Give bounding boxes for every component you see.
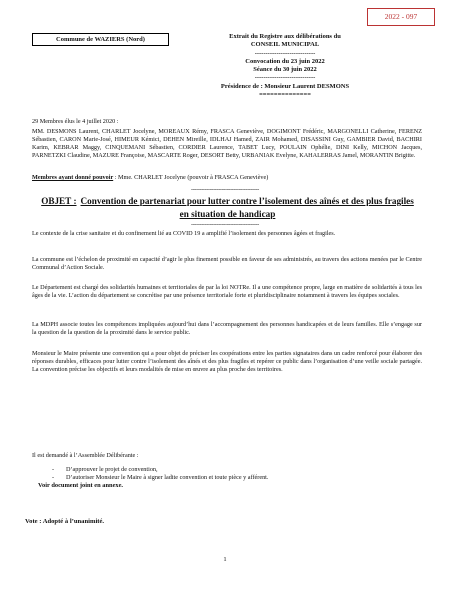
header-separator-1: ---------------------------- bbox=[254, 49, 316, 57]
header-separator-3: ============== bbox=[259, 91, 311, 99]
proxy-label: Membres ayant donné pouvoir bbox=[32, 174, 114, 181]
decision-items bbox=[52, 466, 268, 482]
annex-note: Voir document joint en annexe. bbox=[38, 482, 124, 489]
paragraph-convention: Monsieur le Maire présente une convention qui a pour objet de préciser les coopérations entre les parties signataires dans un cadre renforcé pour élaborer des réponses durables, efficaces pour lutter contre l’isolement des aînés et des plus fragiles et repérer ce public dans l’organisation d’une veille sociale partagée. La convention précise les objectifs et leurs modalités de mise en œuvre au plus proche des territoires. bbox=[32, 350, 422, 373]
paragraph-commune: La commune est l’échelon de proximité en capacité d’agir le plus finement possible en faveur de ses administrés, au travers des actions menées par le Centre Communal d’Action Sociale. bbox=[32, 256, 422, 271]
proxy-members bbox=[32, 174, 268, 181]
commune-box: Commune de WAZIERS (Nord) bbox=[32, 33, 169, 46]
presidency: Présidence de : Monsieur Laurent DESMONS bbox=[220, 82, 350, 90]
header-separator-2: ---------------------------- bbox=[254, 74, 316, 82]
objet-separator-top: ---------------------------------------- bbox=[191, 187, 259, 193]
objet-heading bbox=[40, 195, 415, 220]
register-title-line1: Extrait du Registre aux délibérations du bbox=[229, 33, 341, 40]
register-title-line2: CONSEIL MUNICIPAL bbox=[250, 41, 320, 49]
register-header bbox=[210, 33, 360, 99]
session-date: Séance du 30 juin 2022 bbox=[253, 66, 317, 74]
list-item: - D’autoriser Monsieur le Maire à signer ladite convention et toute pièce y afférent. bbox=[52, 474, 269, 481]
objet-label: OBJET : bbox=[41, 196, 77, 206]
page-number: 1 bbox=[223, 556, 227, 563]
paragraph-request: Il est demandé à l’Assemblée Délibérante : bbox=[32, 452, 139, 459]
vote-result: Vote : Adopté à l’unanimité. bbox=[25, 518, 105, 525]
members-list: MM. DESMONS Laurent, CHARLET Jocelyne, MOREAUX Rémy, FRASCA Geneviève, DOGIMONT Frédéric, MARGONELLI Catherine, FERENZ Sébastien, CARON Marie-José, HIMEUR Kémici, DEHEN Mireille, IDLHAJ Hamed, ZAIR Mohamed, DISASSINI Guy, GAMBIER David, BACHIRI Karim, KEBRAR Maggy, CINQUEMANI Sébastien, CORDIER Laurence, TABET Lucy, POULAIN Ophélie, DINI Kelly, MICHON Jacques, PARNETZKI Claudine, MAZURE Françoise, MASCARTE Roger, DESORT Betty, URBANIAK Evelyne, KAHALERRAS Jamel, MORANTIN Brigitte. bbox=[32, 128, 422, 159]
objet-title: Convention de partenariat pour lutter contre l’isolement des aînés et des plus fragiles en situation de handicap bbox=[80, 196, 414, 219]
reference-number-box: 2022 - 097 bbox=[367, 8, 435, 26]
paragraph-mdph: La MDPH associe toutes les compétences impliquées aujourd’hui dans l’accompagnement des personnes handicapées et de leurs familles. Elle s’engage sur la question de la question de la proximité dans le service public. bbox=[32, 321, 422, 336]
paragraph-context: Le contexte de la crise sanitaire et du confinement lié au COVID 19 a amplifié l’isolement des personnes âgées et fragiles. bbox=[32, 230, 336, 237]
objet-separator-bottom: ---------------------------------------- bbox=[191, 222, 259, 228]
proxy-text: : Mme. CHARLET Jocelyne (pouvoir à FRASCA Geneviève) bbox=[113, 174, 269, 181]
list-item: - D’approuver le projet de convention, bbox=[52, 466, 158, 473]
members-intro: 29 Membres élus le 4 juillet 2020 : bbox=[32, 118, 119, 125]
paragraph-departement: Le Département est chargé des solidarités humaines et territoriales de par la loi NOTRe. Il a une compétence propre, large en matière de solidarités à tous les âges de la vie. L’action du département se concrétise par une présence territoriale forte et pluridisciplinaire notamment à travers les équipes sociales. bbox=[32, 284, 422, 299]
convocation-date: Convocation du 23 juin 2022 bbox=[245, 57, 325, 65]
